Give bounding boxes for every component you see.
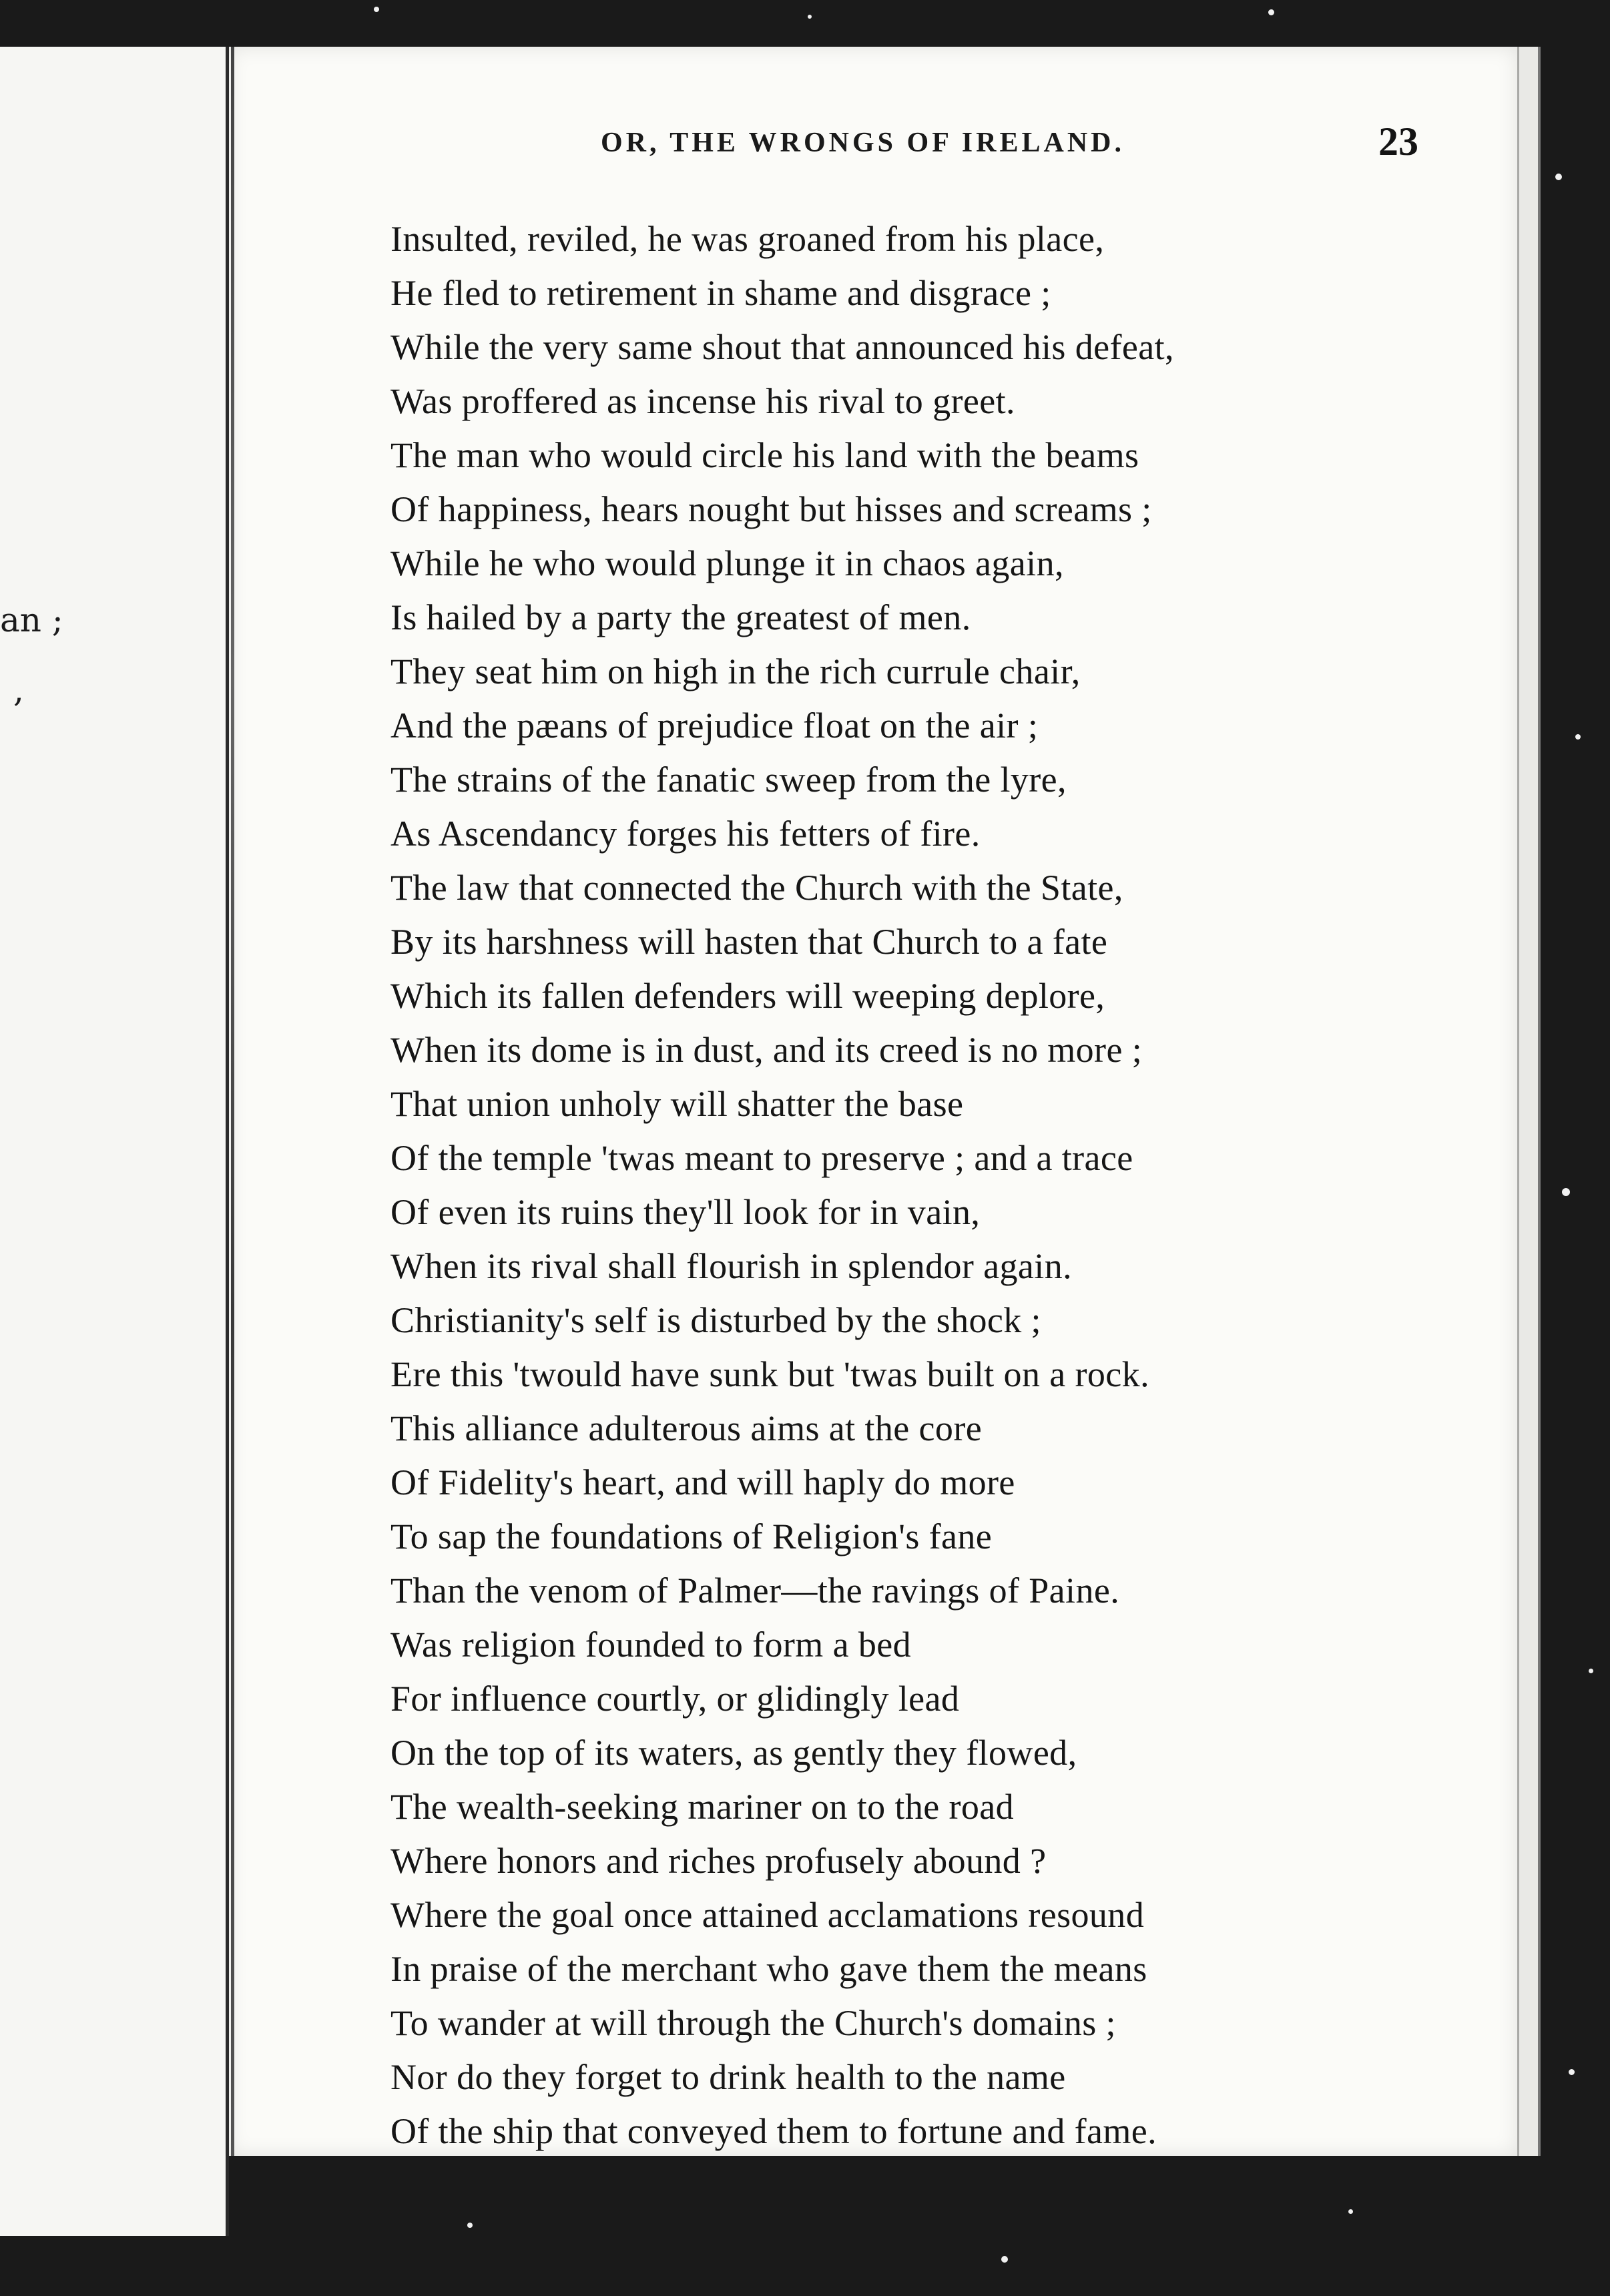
poem-line: While he who would plunge it in chaos again,	[390, 543, 1064, 583]
page-gutter	[231, 47, 234, 2156]
page-number: 23	[1378, 119, 1418, 164]
poem-line: When its dome is in dust, and its creed is no more ;	[390, 1030, 1143, 1070]
poem-line: Of Fidelity's heart, and will haply do more	[390, 1462, 1015, 1502]
poem-line: Of the temple 'twas meant to preserve ; and a trace	[390, 1138, 1133, 1178]
poem-line: Than the venom of Palmer—the ravings of Paine.	[390, 1570, 1120, 1611]
poem-line: He fled to retirement in shame and disgrace ;	[390, 273, 1051, 313]
poem-line: To sap the foundations of Religion's fane	[390, 1516, 993, 1556]
poem-line: By its harshness will hasten that Church to a fate	[390, 922, 1108, 962]
poem-line: Is hailed by a party the greatest of men.	[390, 597, 971, 637]
poem-line: To wander at will through the Church's domains ;	[390, 2003, 1116, 2043]
scan-speck	[374, 7, 379, 12]
poem-line: For influence courtly, or glidingly lead	[390, 1679, 960, 1719]
poem-line: Where honors and riches profusely abound ?	[390, 1841, 1047, 1881]
running-title: OR, THE WRONGS OF IRELAND.	[601, 127, 1125, 158]
left-page-fragment-2: ,	[13, 671, 24, 709]
scan-speck	[1001, 2256, 1008, 2263]
poem-line: Nor do they forget to drink health to the name	[390, 2057, 1066, 2097]
poem-line: Insulted, reviled, he was groaned from his place,	[390, 219, 1105, 259]
scan-speck	[1562, 1188, 1570, 1196]
poem-line: Of the ship that conveyed them to fortune and fame.	[390, 2111, 1157, 2151]
poem-line: When its rival shall flourish in splendor again.	[390, 1246, 1072, 1286]
poem-line: The law that connected the Church with the State,	[390, 868, 1123, 908]
poem-line: While the very same shout that announced his defeat,	[390, 327, 1174, 367]
poem-line: They seat him on high in the rich currule chair,	[390, 651, 1081, 691]
poem-line: Was religion founded to form a bed	[390, 1625, 912, 1665]
poem-line: And the pæans of prejudice float on the air ;	[390, 705, 1039, 746]
page-edge-stack	[1517, 47, 1541, 2156]
poem-line: Of happiness, hears nought but hisses and screams ;	[390, 489, 1152, 529]
scan-speck	[1555, 174, 1562, 180]
scan-speck	[1575, 734, 1581, 740]
poem-line: As Ascendancy forges his fetters of fire.	[390, 814, 981, 854]
scan-speck	[1589, 1669, 1593, 1673]
poem-line: This alliance adulterous aims at the core	[390, 1408, 983, 1448]
scan-speck	[1348, 2209, 1353, 2214]
scan-speck	[1268, 9, 1274, 15]
scan-speck	[1569, 2069, 1575, 2075]
poem-line: Christianity's self is disturbed by the shock ;	[390, 1300, 1041, 1340]
poem-line: Which its fallen defenders will weeping deplore,	[390, 976, 1105, 1016]
poem-line: Of even its ruins they'll look for in vain,	[390, 1192, 981, 1232]
scan-speck	[808, 15, 812, 19]
poem-line: Where the goal once attained acclamations resound	[390, 1895, 1145, 1935]
poem-line: The wealth-seeking mariner on to the road	[390, 1787, 1015, 1827]
poem-line: The strains of the fanatic sweep from the lyre,	[390, 760, 1067, 800]
left-page-fragment-1: an ;	[0, 601, 63, 639]
scan-speck	[467, 2223, 473, 2228]
poem-line: That union unholy will shatter the base	[390, 1084, 964, 1124]
poem-line: In praise of the merchant who gave them the means	[390, 1949, 1147, 1989]
poem-body	[390, 212, 1174, 2159]
poem-line: On the top of its waters, as gently they flowed,	[390, 1733, 1077, 1773]
poem-line: Was proffered as incense his rival to greet.	[390, 381, 1015, 421]
left-facing-page	[0, 47, 229, 2236]
poem-line: The man who would circle his land with the beams	[390, 435, 1139, 475]
poem-line: Ere this 'twould have sunk but 'twas built on a rock.	[390, 1354, 1149, 1394]
